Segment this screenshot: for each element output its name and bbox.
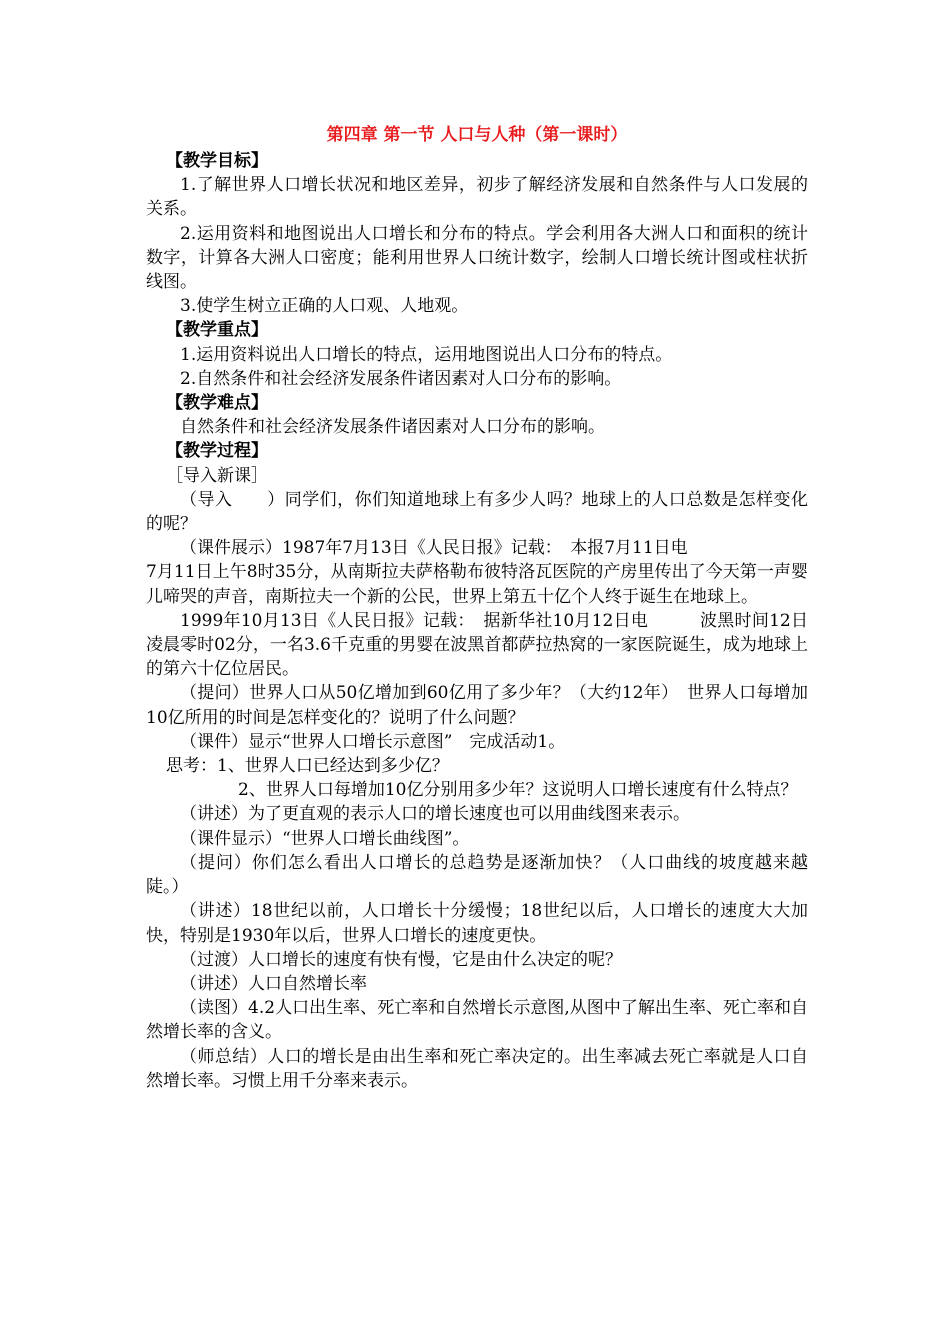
process-paragraph: 思考：1、世界人口已经达到多少亿？ <box>166 756 449 777</box>
process-paragraph: 7月11日上午8时35分，从南斯拉夫萨格勒布彼特洛瓦医院的产房里传出了今天第一声婴儿啼哭的声音，南斯拉夫一个新的公民，世界上第五十亿个人终于诞生在地球上。 <box>146 562 808 607</box>
difficulties-heading: 【教学难点】 <box>166 393 268 414</box>
process-paragraph: 1999年10月13日《人民日报》记载： 据新华社10月12日电 波黑时间12日凌晨零时02分，一名3.6千克重的男婴在波黑首都萨拉热窝的一家医院诞生，成为地球上的第六十亿位居民。 <box>146 610 808 680</box>
process-paragraph: （师总结）人口的增长是由出生率和死亡率决定的。出生率减去死亡率就是人口自然增长率。习惯上用千分率来表示。 <box>146 1046 808 1091</box>
process-heading: 【教学过程】 <box>166 441 268 462</box>
process-paragraph: （讲述）为了更直观的表示人口的增长速度也可以用曲线图来表示。 <box>180 804 690 825</box>
objective-item: 2.运用资料和地图说出人口增长和分布的特点。学会利用各大洲人口和面积的统计数字，计算各大洲人口密度；能利用世界人口统计数字，绘制人口增长统计图或柱状折线图。 <box>146 223 808 293</box>
key-point-item: 1.运用资料说出人口增长的特点，运用地图说出人口分布的特点。 <box>180 344 673 365</box>
intro-label: ［导入新课］ <box>166 465 268 486</box>
process-paragraph: （课件显示）“世界人口增长曲线图”。 <box>180 828 470 849</box>
process-paragraph: （讲述）人口自然增长率 <box>180 973 367 994</box>
process-paragraph: （课件）显示“世界人口增长示意图” 完成活动1。 <box>180 731 566 752</box>
process-paragraph: （提问）你们怎么看出人口增长的总趋势是逐渐加快？（人口曲线的坡度越来越陡。） <box>146 852 808 898</box>
objectives-heading: 【教学目标】 <box>166 151 268 171</box>
process-paragraph: （课件展示）1987年7月13日《人民日报》记载： 本报7月11日电 <box>180 538 688 559</box>
process-paragraph: 2、世界人口每增加10亿分别用多少年？这说明人口增长速度有什么特点？ <box>238 780 798 801</box>
difficulty-item: 自然条件和社会经济发展条件诸因素对人口分布的影响。 <box>180 417 605 438</box>
document-title: 第四章 第一节 人口与人种（第一课时） <box>326 125 628 145</box>
document-page <box>146 124 808 1093</box>
objective-item: 1.了解世界人口增长状况和地区差异，初步了解经济发展和自然条件与人口发展的关系。 <box>146 175 808 220</box>
process-paragraph: （导入 ）同学们，你们知道地球上有多少人吗？地球上的人口总数是怎样变化的呢？ <box>146 489 808 535</box>
process-paragraph: （过渡）人口增长的速度有快有慢，它是由什么决定的呢？ <box>180 949 622 970</box>
key-point-item: 2.自然条件和社会经济发展条件诸因素对人口分布的影响。 <box>180 368 622 389</box>
process-paragraph: （讲述）18世纪以前，人口增长十分缓慢；18世纪以后，人口增长的速度大大加快，特别是1930年以后，世界人口增长的速度更快。 <box>146 901 808 946</box>
process-paragraph: （提问）世界人口从50亿增加到60亿用了多少年？（大约12年） 世界人口每增加10亿所用的时间是怎样变化的？说明了什么问题？ <box>146 683 808 728</box>
key-points-heading: 【教学重点】 <box>166 320 268 341</box>
process-paragraph: （读图）4.2人口出生率、死亡率和自然增长示意图,从图中了解出生率、死亡率和自然增长率的含义。 <box>146 998 808 1043</box>
objective-item: 3.使学生树立正确的人口观、人地观。 <box>180 296 469 317</box>
